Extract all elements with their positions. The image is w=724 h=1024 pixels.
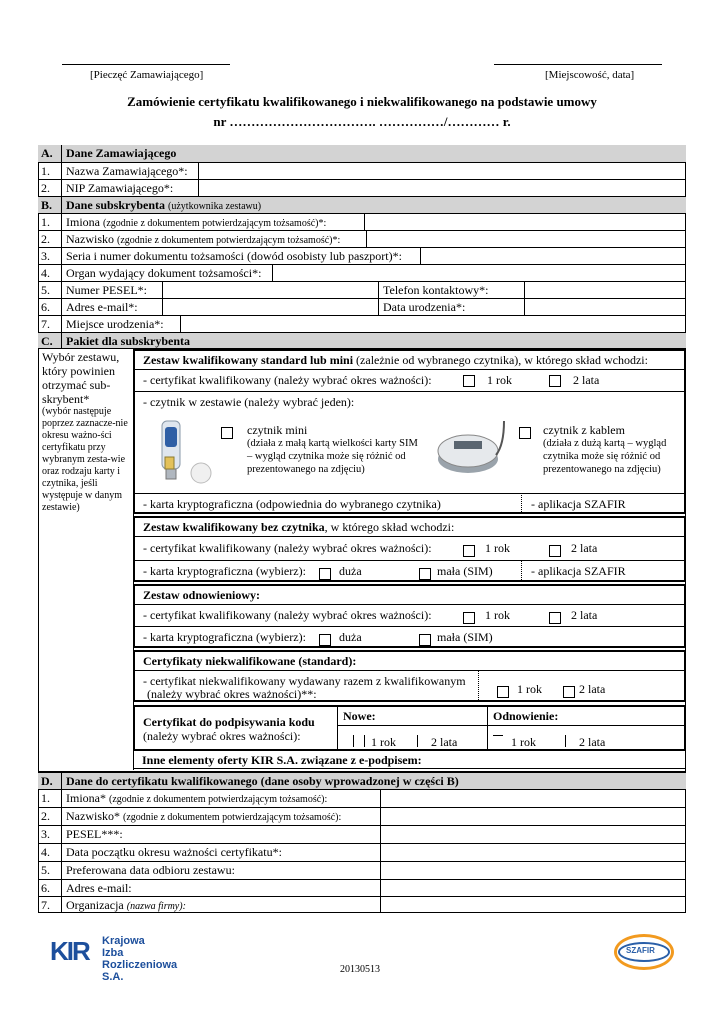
kit1-1year-checkbox[interactable] xyxy=(463,375,475,387)
row-number: 6. xyxy=(38,299,62,315)
d-row-1 xyxy=(38,789,686,807)
row-number: 1. xyxy=(38,214,62,230)
cert-label-2: (należy wybrać okres ważności)**: xyxy=(147,687,317,701)
kit3-card-small-checkbox[interactable] xyxy=(419,634,431,646)
row-label: Imiona xyxy=(66,215,100,229)
section-a-header xyxy=(38,145,686,162)
row-number: 4. xyxy=(38,844,62,861)
kit-title: Zestaw kwalifikowany standard lub mini xyxy=(143,353,354,367)
row-number: 5. xyxy=(38,282,62,298)
d-organization-field[interactable] xyxy=(380,897,687,913)
row-label: NIP Zamawiającego*: xyxy=(66,181,174,195)
row-label: Nazwisko* xyxy=(66,809,120,823)
renew-1year-checkbox[interactable] xyxy=(493,735,503,748)
option-label: mała (SIM) xyxy=(437,564,493,578)
option-label: 1 rok xyxy=(485,541,510,555)
d-row-5 xyxy=(38,861,686,879)
row-label: Organ wydający dokument tożsamości*: xyxy=(66,266,262,280)
row-label: Seria i numer dokumentu tożsamości (dowód osobisty lub paszport)*: xyxy=(66,249,402,263)
cable-reader-image xyxy=(430,415,508,481)
option-label: 2 lata xyxy=(431,735,458,749)
b-row-2 xyxy=(38,230,686,247)
kit-title: Certyfikat do podpisywania kodu xyxy=(143,715,315,729)
kit3-card-big-checkbox[interactable] xyxy=(319,634,331,646)
b-row-4 xyxy=(38,264,686,281)
row-label: Adres e-mail*: xyxy=(66,300,138,314)
section-title: Dane do certyfikatu kwalifikowanego (dane osoby wprowadzonej w części B) xyxy=(66,774,459,788)
d-row-7 xyxy=(38,896,686,913)
kit-non-qualified xyxy=(133,650,686,702)
stamp-line xyxy=(62,64,230,65)
row-number: 2. xyxy=(38,231,62,247)
section-letter: A. xyxy=(38,145,62,162)
row-note: (zgodnie z dokumentem potwierdzającym tożsamość): xyxy=(123,812,342,823)
section-d-header xyxy=(38,771,686,789)
d-validity-start-field[interactable] xyxy=(380,844,687,861)
row-number: 7. xyxy=(38,897,62,913)
place-date-line xyxy=(494,64,662,65)
card-label: - karta kryptograficzna (wybierz): xyxy=(143,630,306,644)
row-number: 2. xyxy=(38,808,62,825)
option-label: 1 rok xyxy=(485,608,510,622)
phone-field[interactable] xyxy=(524,282,687,298)
first-names-field[interactable] xyxy=(364,214,687,230)
kit-title-rest: , w którego skład wchodzi: xyxy=(324,520,455,534)
d-email-field[interactable] xyxy=(380,880,687,896)
row-number: 5. xyxy=(38,862,62,879)
b-row-7 xyxy=(38,315,686,332)
option-label: mała (SIM) xyxy=(437,630,493,644)
new-2years-checkbox[interactable] xyxy=(417,735,428,747)
logo-line: Rozliczeniowa S.A. xyxy=(102,959,178,983)
stamp-label: [Pieczęć Zamawiającego] xyxy=(90,69,204,81)
kir-logo xyxy=(50,934,200,983)
szafir-logo xyxy=(614,934,680,974)
package-selection-text: Wybór zestawu, który powinien otrzymać sub-skrybent* xyxy=(42,350,120,406)
section-title: Dane Zamawiającego xyxy=(66,146,177,160)
cert-label: - certyfikat niekwalifikowany wydawany razem z kwalifikowanym xyxy=(143,674,466,688)
row-note: (zgodnie z dokumentem potwierdzającym tożsamość): xyxy=(109,794,328,805)
logo-line: Izba xyxy=(102,947,124,959)
customer-name-field[interactable] xyxy=(198,163,687,179)
kit3-1year-checkbox[interactable] xyxy=(463,612,475,624)
row-label: Telefon kontaktowy*: xyxy=(383,283,489,297)
surname-field[interactable] xyxy=(366,231,687,247)
section-title: Pakiet dla subskrybenta xyxy=(66,334,191,348)
package-selection-note: (wybór następuje poprzez zaznacze-nie okresu ważno-ści certyfikatu przy wybranym zesta-wie oraz rodzaju karty i czytnika, jeśli występuje w danym zestawie) xyxy=(42,406,128,513)
app-label: - aplikacja SZAFIR xyxy=(531,497,626,511)
option-label: duża xyxy=(339,630,362,644)
option-label: 1 rok xyxy=(517,682,542,696)
card-label: - karta kryptograficzna (odpowiednia do wybranego czytnika) xyxy=(143,497,441,511)
document-code: 20130513 xyxy=(340,964,380,975)
birth-date-field[interactable] xyxy=(524,299,687,315)
row-label: PESEL***: xyxy=(66,827,123,841)
option-label: 2 lata xyxy=(579,735,606,749)
logo-line: Krajowa xyxy=(102,935,145,947)
kit-subtitle: (należy wybrać okres ważności): xyxy=(143,729,301,743)
b-row-5 xyxy=(38,281,686,298)
d-pesel-field[interactable] xyxy=(380,826,687,843)
d-row-4 xyxy=(38,843,686,861)
other-offers-label: Inne elementy oferty KIR S.A. związane z e-podpisem: xyxy=(142,753,422,767)
row-note: (zgodnie z dokumentem potwierdzającym tożsamość)*: xyxy=(117,235,341,246)
section-note: (użytkownika zestawu) xyxy=(168,201,262,212)
a-row-2 xyxy=(38,179,686,196)
new-label: Nowe: xyxy=(343,709,376,723)
id-document-field[interactable] xyxy=(420,248,687,264)
kit-standard-mini xyxy=(133,349,686,514)
row-number: 6. xyxy=(38,880,62,896)
kit1-2years-checkbox[interactable] xyxy=(549,375,561,387)
row-label: Data początku okresu ważności certyfikatu*: xyxy=(66,845,282,859)
mini-reader-title: czytnik mini xyxy=(247,423,308,437)
option-label: 1 rok xyxy=(511,735,536,749)
kit-title: Zestaw kwalifikowany bez czytnika xyxy=(143,520,325,534)
row-label: Data urodzenia*: xyxy=(383,300,466,314)
kit-title: Zestaw odnowieniowy: xyxy=(143,588,261,602)
kit-title-rest: (zależnie od wybranego czytnika), w którego skład wchodzi: xyxy=(353,353,648,367)
section-letter: C. xyxy=(38,333,62,349)
row-number: 3. xyxy=(38,248,62,264)
row-number: 2. xyxy=(38,180,62,196)
pesel-field[interactable] xyxy=(162,282,379,298)
kit3-2years-checkbox[interactable] xyxy=(549,612,561,624)
kit2-card-big-checkbox[interactable] xyxy=(319,568,331,580)
d-row-2 xyxy=(38,807,686,825)
row-label: Preferowana data odbioru zestawu: xyxy=(66,863,235,877)
new-1year-checkbox[interactable] xyxy=(353,735,365,747)
option-label: 2 lata xyxy=(571,541,598,555)
row-label: Nazwisko xyxy=(66,232,114,246)
szafir-logo-text: SZAFIR xyxy=(626,946,655,955)
b-row-6 xyxy=(38,298,686,315)
cable-reader-desc: (działa z dużą kartą – wygląd czytnika może się różnić od prezentowanego na zdjęciu) xyxy=(543,438,667,475)
kit2-1year-checkbox[interactable] xyxy=(463,545,475,557)
renew-label: Odnowienie: xyxy=(493,709,559,723)
package-selection-info xyxy=(42,350,132,514)
kit-renewal xyxy=(133,584,686,648)
row-label: Organizacja xyxy=(66,898,124,912)
mini-reader-checkbox[interactable] xyxy=(221,427,233,439)
cert-label: - certyfikat kwalifikowany (należy wybrać okres ważności): xyxy=(143,608,432,622)
kit4-1year-checkbox[interactable] xyxy=(497,686,509,698)
d-row-3 xyxy=(38,825,686,843)
option-label: duża xyxy=(339,564,362,578)
place-date-label: [Miejscowość, data] xyxy=(545,69,635,81)
cable-reader-title: czytnik z kablem xyxy=(543,423,625,437)
mini-reader-image xyxy=(157,417,215,489)
app-label: - aplikacja SZAFIR xyxy=(531,564,626,578)
kit-code-signing xyxy=(133,705,686,751)
option-label: 1 rok xyxy=(371,735,396,749)
a-row-1 xyxy=(38,162,686,179)
row-number: 1. xyxy=(38,790,62,807)
card-label: - karta kryptograficzna (wybierz): xyxy=(143,564,306,578)
d-surname-field[interactable] xyxy=(380,808,687,825)
row-label: Nazwa Zamawiającego*: xyxy=(66,164,188,178)
email-field[interactable] xyxy=(162,299,379,315)
row-label: Imiona* xyxy=(66,791,106,805)
section-letter: D. xyxy=(38,773,62,789)
section-b-header xyxy=(38,196,686,213)
contract-number-line: nr ……………………………. ……………/………… r. xyxy=(213,114,511,129)
mini-reader-desc: (działa z małą kartą wielkości karty SIM – wygląd czytnika może się różnić od prezentowanego na zdjęciu) xyxy=(247,438,418,475)
option-label: 2 lata xyxy=(571,608,598,622)
option-label: 2 lata xyxy=(573,373,600,387)
d-row-6 xyxy=(38,879,686,896)
kit4-2years-checkbox[interactable] xyxy=(563,686,575,698)
row-label: Numer PESEL*: xyxy=(66,283,147,297)
kit-title: Certyfikaty niekwalifikowane (standard): xyxy=(143,654,357,668)
d-first-names-field[interactable] xyxy=(380,790,687,807)
cert-label: - certyfikat kwalifikowany (należy wybrać okres ważności): xyxy=(143,541,432,555)
row-label: Miejsce urodzenia*: xyxy=(66,317,164,331)
row-number: 4. xyxy=(38,265,62,281)
reader-label: - czytnik w zestawie (należy wybrać jeden): xyxy=(143,395,355,409)
option-label: 1 rok xyxy=(487,373,512,387)
b-row-1 xyxy=(38,213,686,230)
section-c-header xyxy=(38,332,686,349)
b-row-3 xyxy=(38,247,686,264)
d-pickup-date-field[interactable] xyxy=(380,862,687,879)
birth-place-field[interactable] xyxy=(180,316,687,332)
row-note: (zgodnie z dokumentem potwierdzającym tożsamość)*: xyxy=(103,218,327,229)
kit2-2years-checkbox[interactable] xyxy=(549,545,561,557)
page-title: Zamówienie certyfikatu kwalifikowanego i niekwalifikowanego na podstawie umowy xyxy=(127,94,597,109)
section-title: Dane subskrybenta xyxy=(66,198,166,212)
cert-label: - certyfikat kwalifikowany (należy wybrać okres ważności): xyxy=(143,373,432,387)
row-note: (nazwa firmy): xyxy=(126,901,186,912)
row-number: 3. xyxy=(38,826,62,843)
cable-reader-checkbox[interactable] xyxy=(519,427,531,439)
kit2-card-small-checkbox[interactable] xyxy=(419,568,431,580)
row-number: 1. xyxy=(38,163,62,179)
issuing-authority-field[interactable] xyxy=(272,265,687,281)
renew-2years-checkbox[interactable] xyxy=(565,735,576,747)
option-label: 2 lata xyxy=(579,682,606,696)
section-letter: B. xyxy=(38,197,62,213)
kit-no-reader xyxy=(133,516,686,582)
customer-nip-field[interactable] xyxy=(198,180,687,196)
row-number: 7. xyxy=(38,316,62,332)
row-label: Adres e-mail: xyxy=(66,881,132,895)
kir-logo-mark: KIR xyxy=(50,936,89,966)
